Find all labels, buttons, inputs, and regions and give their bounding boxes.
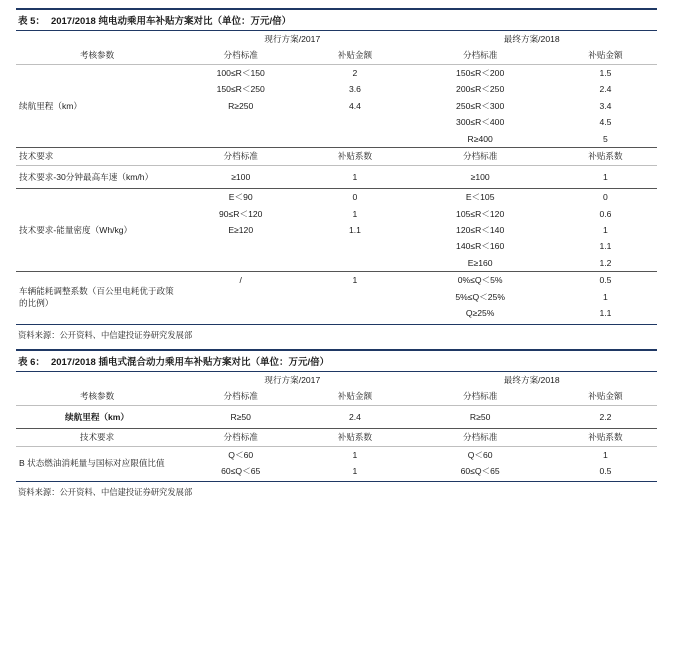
value-cell: 0.5 bbox=[599, 275, 612, 286]
value-cell: 2 bbox=[352, 67, 358, 78]
table6-tech-col-left-tier: 分档标准 bbox=[223, 432, 258, 443]
value-cell: 2.2 bbox=[599, 411, 612, 422]
table6-col-param: 考核参数 bbox=[79, 391, 115, 402]
table5-tech-col-left-tier: 分档标准 bbox=[223, 151, 258, 162]
value-cell bbox=[303, 305, 406, 321]
document-page bbox=[0, 8, 673, 664]
tier-cell bbox=[178, 131, 303, 148]
table-row bbox=[16, 405, 657, 428]
value-cell: 3.6 bbox=[348, 84, 361, 95]
tier-cell: 120≤R＜140 bbox=[456, 224, 505, 235]
table5-tech-col-right-tier: 分档标准 bbox=[462, 151, 498, 162]
value-cell: 0 bbox=[603, 192, 608, 203]
table6-col-right-tier: 分档标准 bbox=[462, 391, 498, 402]
table5-tech-col-param: 技术要求 bbox=[19, 151, 54, 162]
table5-section4-param: 车辆能耗调整系数（百公里电耗优于政策的比例） bbox=[19, 285, 174, 309]
value-cell: 1.5 bbox=[599, 67, 612, 78]
tier-cell: 0%≤Q＜5% bbox=[457, 275, 503, 286]
table6-tech-col-right-tier: 分档标准 bbox=[462, 432, 498, 443]
table5-header-left-group: 现行方案/2017 bbox=[264, 34, 321, 44]
table-row bbox=[16, 64, 657, 81]
tier-cell: 5%≤Q＜25% bbox=[455, 291, 505, 302]
value-cell: 4.5 bbox=[599, 117, 612, 128]
value-cell bbox=[303, 289, 406, 305]
table5-col-left-tier: 分档标准 bbox=[223, 50, 258, 61]
value-cell: 1 bbox=[352, 171, 358, 182]
tier-cell: 150≤R＜200 bbox=[456, 67, 505, 78]
tier-cell: ≥100 bbox=[231, 171, 251, 182]
tier-cell: E＜105 bbox=[465, 192, 495, 203]
table6-caption-label: 表 6： bbox=[18, 356, 45, 368]
tier-cell: R≥50 bbox=[230, 411, 251, 422]
tier-cell: 60≤Q＜65 bbox=[460, 465, 500, 476]
table5-col-right-tier: 分档标准 bbox=[462, 50, 498, 61]
table-row bbox=[16, 189, 657, 206]
tier-cell bbox=[178, 305, 303, 321]
table5-caption bbox=[16, 8, 657, 31]
tier-cell: 300≤R＜400 bbox=[456, 117, 505, 128]
tier-cell bbox=[178, 114, 303, 130]
value-cell bbox=[303, 238, 406, 254]
tier-cell: R≥250 bbox=[228, 100, 254, 111]
tier-cell: Q＜60 bbox=[467, 449, 493, 460]
table5-col-param: 考核参数 bbox=[79, 50, 115, 61]
value-cell: 1 bbox=[352, 208, 358, 219]
table5-header-right-group: 最终方案/2018 bbox=[503, 34, 560, 44]
value-cell: 1.1 bbox=[348, 224, 361, 235]
value-cell: 1 bbox=[603, 291, 608, 302]
table6-col-left-tier: 分档标准 bbox=[223, 391, 258, 402]
table5-col-left-value: 补贴金额 bbox=[337, 50, 373, 61]
tier-cell: 140≤R＜160 bbox=[456, 241, 505, 252]
tier-cell: 100≤R＜150 bbox=[216, 67, 265, 78]
value-cell: 1 bbox=[352, 449, 358, 460]
tier-cell: E≥160 bbox=[467, 257, 493, 268]
tier-cell: 60≤Q＜65 bbox=[221, 465, 261, 476]
value-cell: 3.4 bbox=[599, 100, 612, 111]
table5-column-header-row bbox=[16, 47, 657, 64]
value-cell: 0.6 bbox=[599, 208, 612, 219]
table6-tech-header-row bbox=[16, 429, 657, 446]
value-cell: 0 bbox=[352, 192, 358, 203]
table6-group-header-row bbox=[16, 372, 657, 388]
table6-tech-col-param: 技术要求 bbox=[79, 432, 115, 443]
table-row bbox=[16, 446, 657, 463]
value-cell: 1 bbox=[603, 224, 608, 235]
value-cell: 1.1 bbox=[599, 308, 612, 319]
table6 bbox=[16, 372, 657, 480]
table6-tech-col-left-value: 补贴系数 bbox=[337, 432, 373, 443]
tier-cell: ≥100 bbox=[470, 171, 490, 182]
tier-cell: 105≤R＜120 bbox=[456, 208, 505, 219]
table6-caption-text: 2017/2018 插电式混合动力乘用车补贴方案对比（单位：万元/倍） bbox=[50, 356, 330, 368]
table6-col-left-value: 补贴金额 bbox=[337, 391, 373, 402]
tier-cell: R≥400 bbox=[467, 133, 493, 144]
table6-tech-col-right-value: 补贴系数 bbox=[588, 432, 623, 443]
tier-cell: Q≥25% bbox=[465, 308, 495, 319]
value-cell bbox=[303, 255, 406, 272]
tier-cell: E＜90 bbox=[228, 192, 253, 203]
value-cell: 0.5 bbox=[599, 465, 612, 476]
table5-tech-col-left-value: 补贴系数 bbox=[337, 151, 373, 162]
table5-col-right-value: 补贴金额 bbox=[588, 50, 623, 61]
table5-tech-header-row bbox=[16, 148, 657, 165]
table5-source: 资料来源：公开资料、中信建投证券研究发展部 bbox=[16, 324, 657, 341]
spacer-cell bbox=[16, 372, 178, 388]
table5 bbox=[16, 31, 657, 322]
tier-cell: 150≤R＜250 bbox=[216, 84, 265, 95]
value-cell bbox=[303, 114, 406, 130]
value-cell: 1 bbox=[352, 275, 358, 286]
table5-tech-col-right-value: 补贴系数 bbox=[588, 151, 623, 162]
table5-group-header-row bbox=[16, 31, 657, 47]
tier-cell bbox=[178, 238, 303, 254]
value-cell: 1 bbox=[352, 465, 358, 476]
spacer-cell bbox=[16, 31, 178, 47]
table6-caption bbox=[16, 349, 657, 372]
table-row bbox=[16, 165, 657, 188]
value-cell: 1.2 bbox=[599, 257, 612, 268]
table5-section1-param: 续航里程（km） bbox=[19, 100, 83, 111]
table5-section2-param: 技术要求-30分钟最高车速（km/h） bbox=[19, 171, 154, 182]
table6-column-header-row bbox=[16, 388, 657, 405]
tier-cell bbox=[178, 289, 303, 305]
tier-cell: R≥50 bbox=[469, 411, 491, 422]
value-cell bbox=[303, 131, 406, 148]
tier-cell: 90≤R＜120 bbox=[219, 208, 263, 219]
table6-header-left-group: 现行方案/2017 bbox=[264, 374, 321, 385]
tier-cell: 250≤R＜300 bbox=[456, 100, 505, 111]
table6-row2-param: B 状态燃油消耗量与国标对应限值比值 bbox=[19, 457, 165, 468]
table6-row1-param: 续航里程（km） bbox=[65, 411, 130, 422]
value-cell: 1 bbox=[603, 171, 608, 182]
table6-source: 资料来源：公开资料、中信建投证券研究发展部 bbox=[16, 481, 657, 498]
table6-col-right-value: 补贴金额 bbox=[588, 391, 623, 402]
table5-section3-param: 技术要求-能量密度（Wh/kg） bbox=[19, 224, 133, 235]
value-cell: 2.4 bbox=[599, 84, 612, 95]
tier-cell: / bbox=[239, 275, 242, 286]
tier-cell: Q＜60 bbox=[228, 449, 254, 460]
table5-caption-text: 2017/2018 纯电动乘用车补贴方案对比（单位：万元/倍） bbox=[50, 16, 292, 27]
value-cell: 2.4 bbox=[348, 411, 361, 422]
value-cell: 1 bbox=[603, 449, 608, 460]
tier-cell: E≥120 bbox=[228, 224, 254, 235]
value-cell: 5 bbox=[603, 133, 608, 144]
tier-cell bbox=[178, 255, 303, 272]
value-cell: 1.1 bbox=[599, 241, 612, 252]
value-cell: 4.4 bbox=[348, 100, 361, 111]
tier-cell: 200≤R＜250 bbox=[456, 84, 505, 95]
table6-header-right-group: 最终方案/2018 bbox=[503, 374, 560, 385]
table5-caption-label: 表 5： bbox=[18, 16, 45, 27]
table-row bbox=[16, 272, 657, 289]
